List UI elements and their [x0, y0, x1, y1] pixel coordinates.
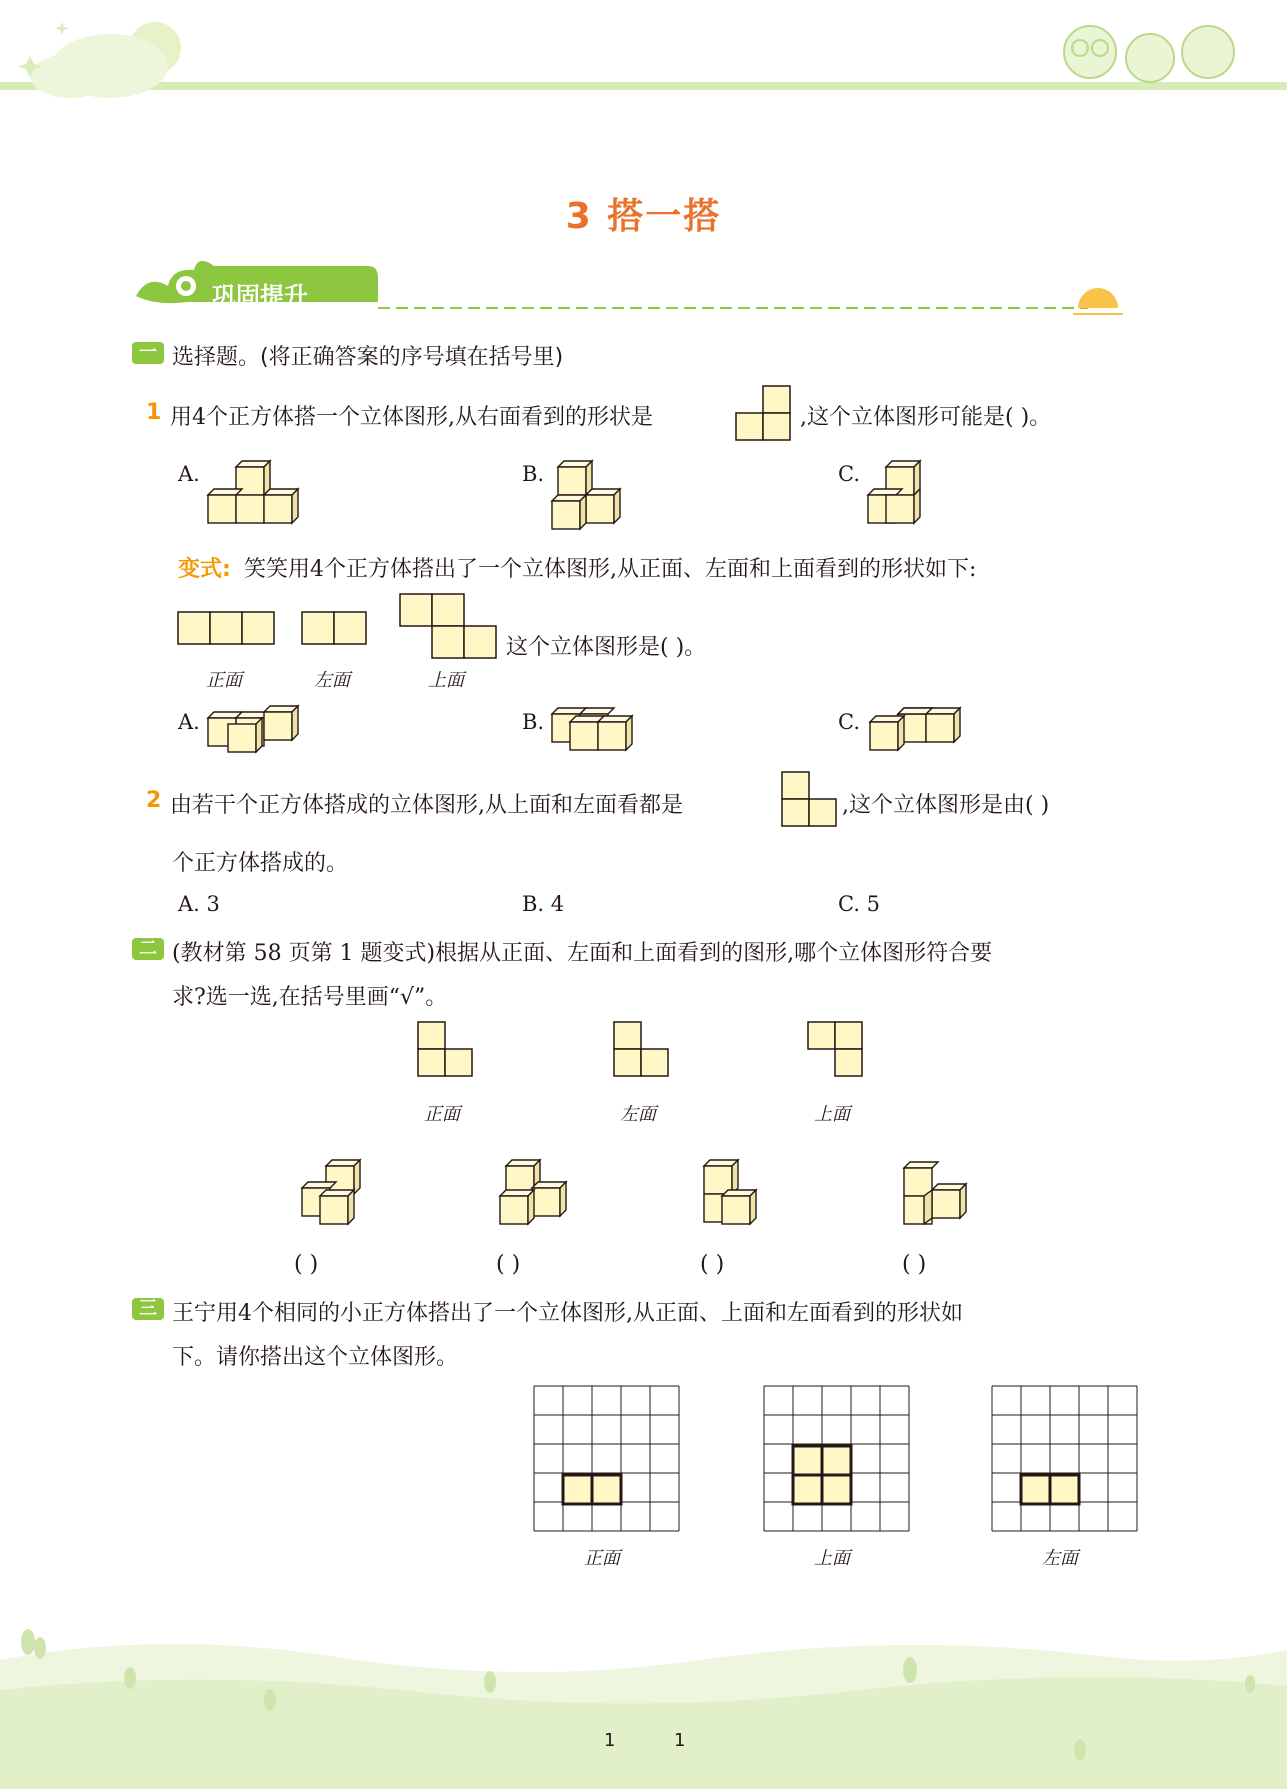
sun-cloud-icon [18, 22, 181, 98]
s2-front-view [416, 1020, 476, 1082]
s2-label-left: 左面 [620, 1104, 656, 1125]
s2-candidate-4 [900, 1156, 980, 1236]
q1-option-b-figure [548, 455, 628, 535]
grid-label-left: 左面 [1042, 1548, 1078, 1569]
variant-left-view [300, 608, 370, 648]
q2-option-a: A. 3 [178, 892, 220, 916]
grid-label-front: 正面 [584, 1548, 620, 1569]
variant-option-b-figure [548, 700, 658, 760]
section-2-line-2: 求?选一选,在括号里画“√”。 [172, 985, 448, 1010]
q1-option-c-label: C. [838, 462, 860, 486]
page-title: 3 搭一搭 [565, 196, 722, 237]
variant-option-a-figure [204, 700, 314, 760]
variant-label: 变式: [178, 557, 231, 582]
question-2-text-a: 由若干个正方体搭成的立体图形,从上面和左面看都是 [170, 793, 683, 818]
variant-option-c-figure [866, 700, 976, 760]
view-label-top: 上面 [428, 670, 464, 691]
grid-left[interactable] [990, 1384, 1142, 1536]
q2-option-b: B. 4 [522, 892, 565, 916]
view-label-left: 左面 [314, 670, 350, 691]
variant-option-b-label: B. [522, 710, 545, 734]
page-number-left: 1 [604, 1730, 616, 1751]
s2-candidate-3 [700, 1156, 780, 1236]
question-1-text-a: 用4个正方体搭一个立体图形,从右面看到的形状是 [170, 405, 653, 430]
s2-answer-blank-3[interactable]: ( ) [700, 1252, 725, 1277]
variant-option-c-label: C. [838, 710, 860, 734]
q1-option-b-label: B. [522, 462, 545, 486]
variant-top-view [398, 592, 500, 662]
question-number-2: 2 [146, 788, 162, 813]
right-view-shape [734, 384, 794, 444]
grid-top[interactable] [762, 1384, 914, 1536]
section-2-line-1: (教材第 58 页第 1 题变式)根据从正面、左面和上面看到的图形,哪个立体图形符合要 [172, 941, 993, 966]
question-number-1: 1 [146, 400, 162, 425]
section-badge-2: 二 [132, 938, 164, 960]
variant-text: 笑笑用4个正方体搭出了一个立体图形,从正面、左面和上面看到的形状如下: [244, 557, 977, 582]
s2-top-view [806, 1020, 866, 1082]
variant-front-view [176, 608, 276, 648]
s2-answer-blank-2[interactable]: ( ) [496, 1252, 521, 1277]
grid-front[interactable] [532, 1384, 684, 1536]
q1-option-c-figure [864, 455, 944, 535]
header-decoration [0, 0, 1287, 120]
section-badge-1: 一 [132, 342, 164, 364]
question-2-text-c: 个正方体搭成的。 [172, 851, 349, 876]
question-1-text-b: ,这个立体图形可能是( )。 [800, 405, 1052, 430]
grid-label-top: 上面 [814, 1548, 850, 1569]
question-2-text-b: ,这个立体图形是由( ) [842, 793, 1050, 818]
s2-candidate-2 [496, 1156, 576, 1236]
section-3-line-2: 下。请你搭出这个立体图形。 [172, 1345, 459, 1370]
variant-option-a-label: A. [178, 710, 200, 734]
s2-answer-blank-4[interactable]: ( ) [902, 1252, 927, 1277]
section-heading-1: 选择题。(将正确答案的序号填在括号里) [172, 345, 564, 370]
section-badge-3: 三 [132, 1298, 164, 1320]
s2-left-view [612, 1020, 672, 1082]
section-3-line-1: 王宁用4个相同的小正方体搭出了一个立体图形,从正面、上面和左面看到的形状如 [172, 1301, 963, 1326]
q1-option-a-label: A. [178, 462, 200, 486]
animal-faces-icon [1064, 26, 1234, 82]
q2-option-c: C. 5 [838, 892, 881, 916]
page-number-right: 1 [674, 1730, 686, 1751]
sunrise-icon [1073, 288, 1123, 314]
s2-label-top: 上面 [814, 1104, 850, 1125]
s2-label-front: 正面 [424, 1104, 460, 1125]
q2-view-shape [780, 770, 840, 830]
view-label-front: 正面 [206, 670, 242, 691]
s2-candidate-1 [298, 1156, 378, 1236]
s2-answer-blank-1[interactable]: ( ) [294, 1252, 319, 1277]
variant-question: 这个立体图形是( )。 [506, 635, 707, 660]
q1-option-a-figure [204, 455, 304, 527]
banner-label: 巩固提升 [212, 282, 308, 310]
footer-hills [0, 1620, 1287, 1789]
